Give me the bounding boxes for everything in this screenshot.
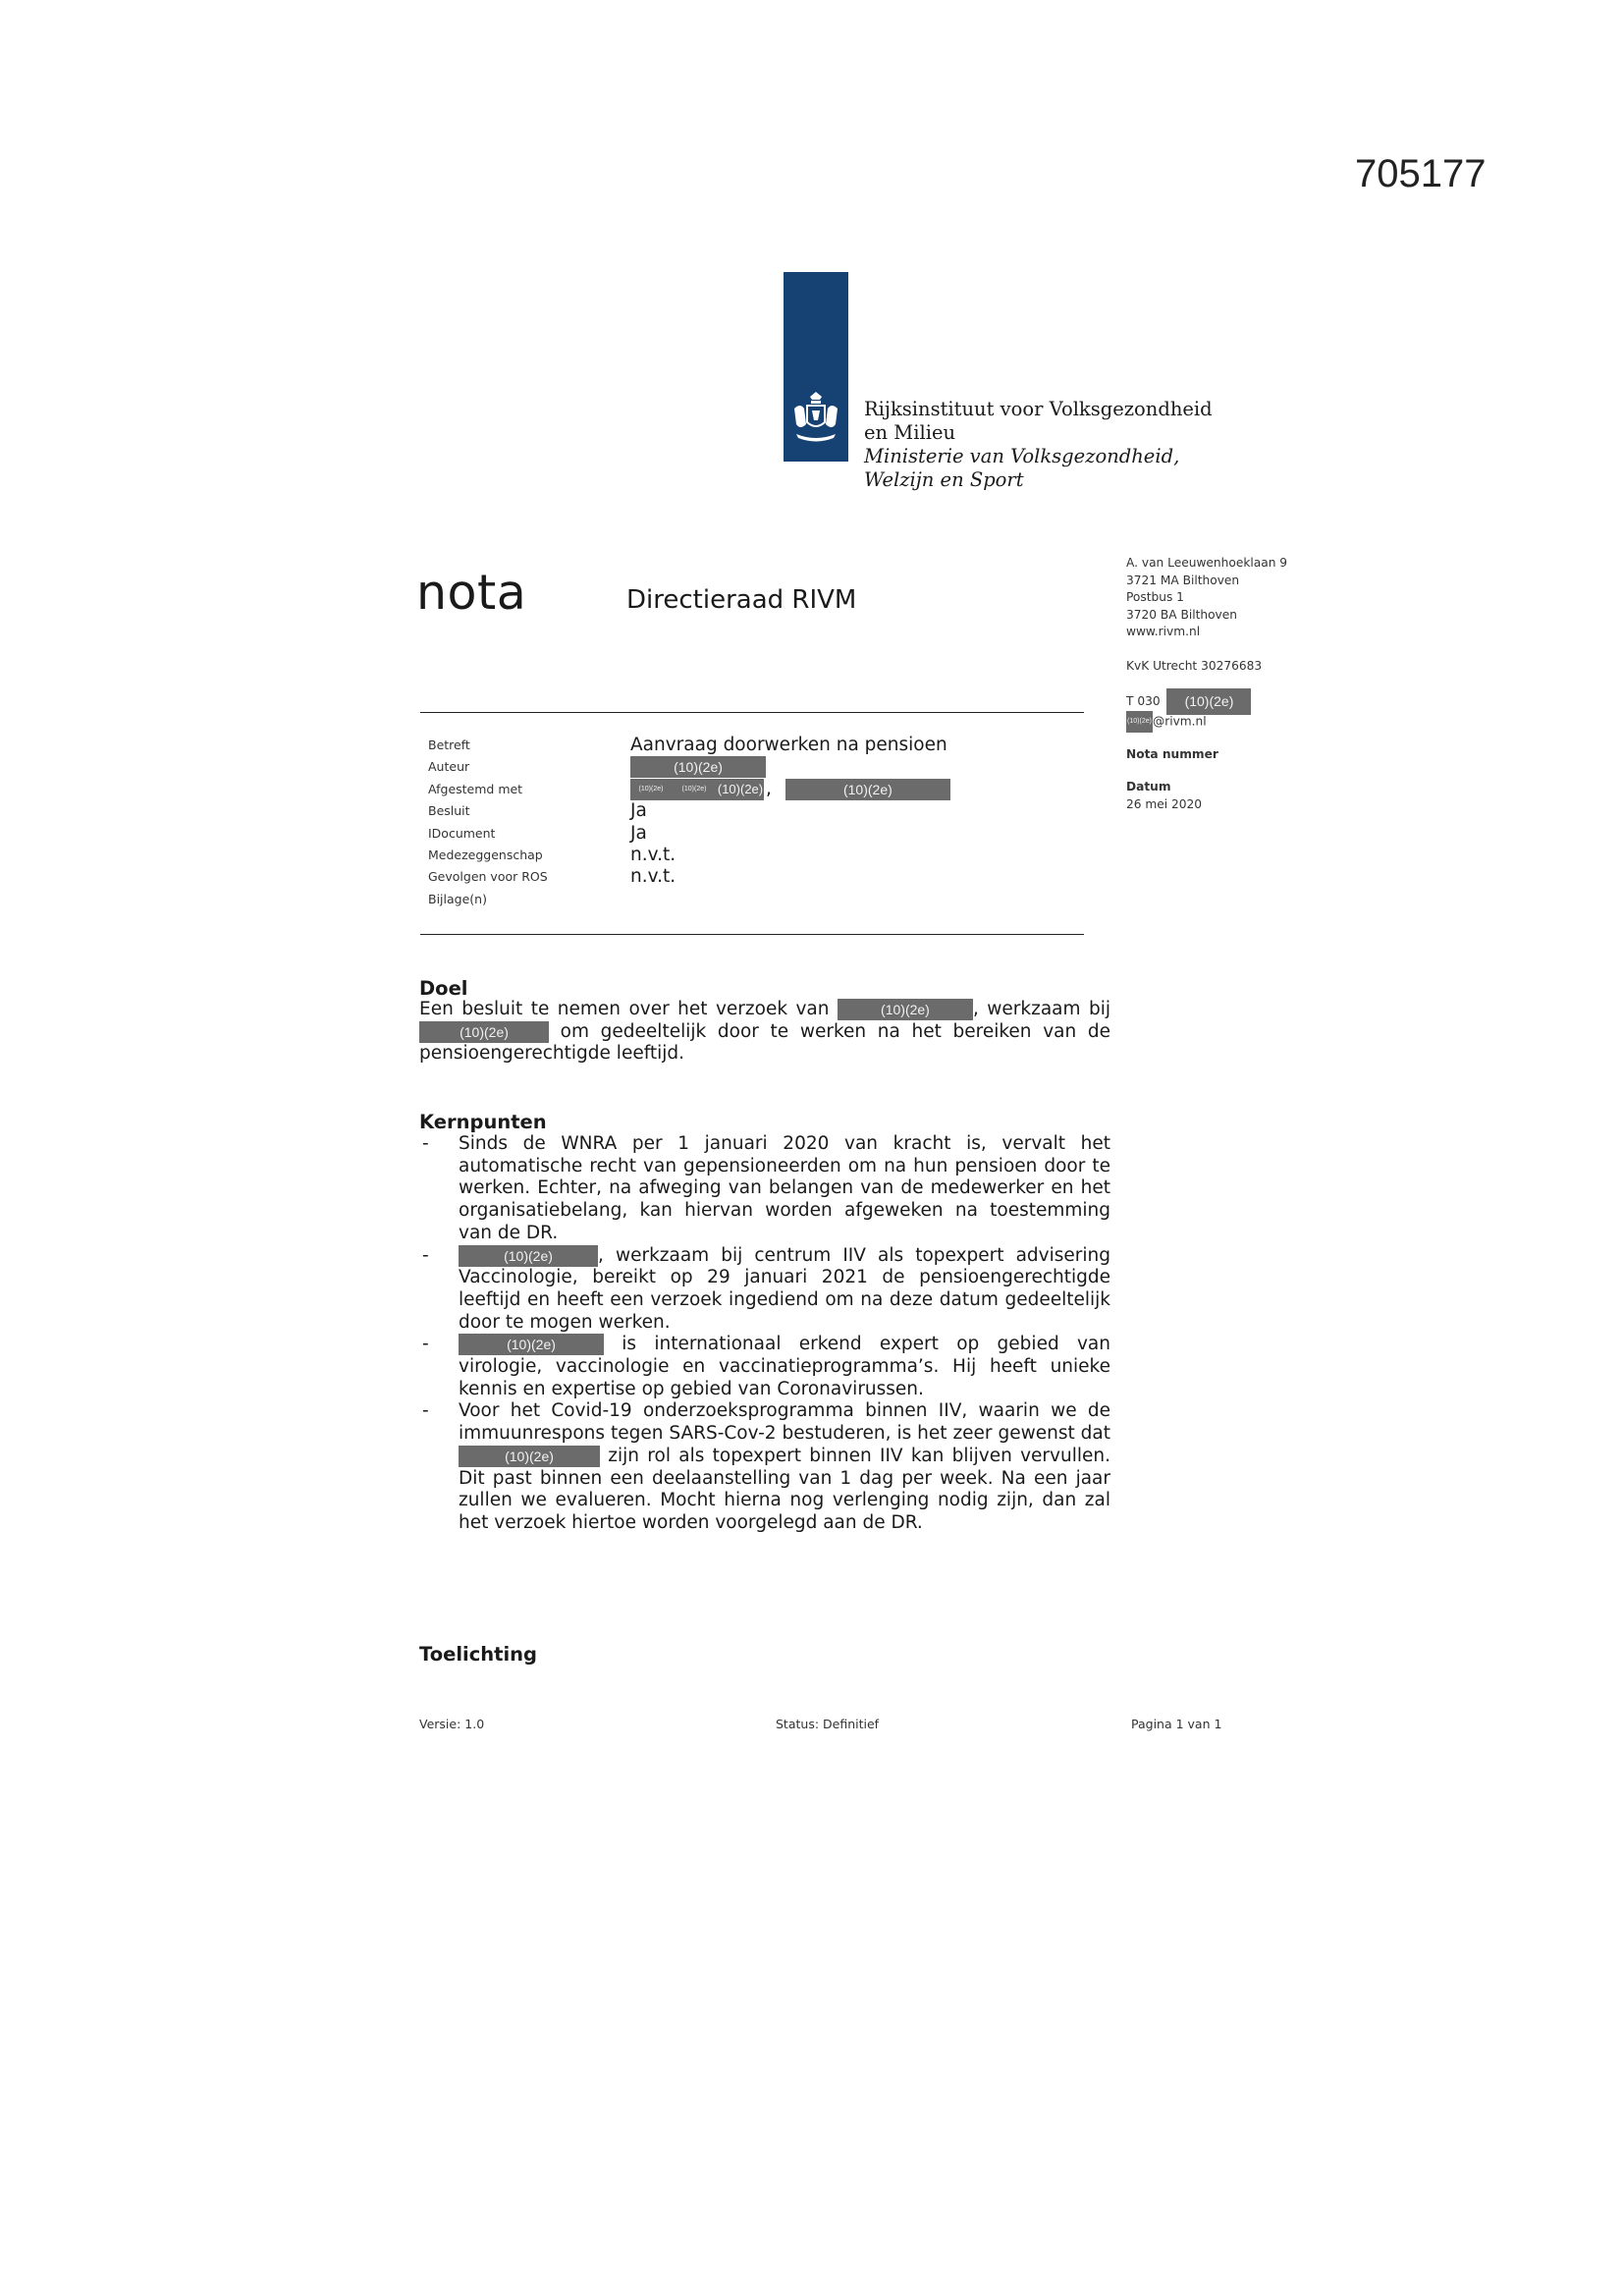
address-postbus: Postbus 1 [1126, 590, 1184, 605]
kernpunt-text-2: , werkzaam bij centrum IIV als topexpert advisering Vaccinologie, bereikt op 29 januari 2021 de pensioengerechtigde leeftijd en heeft een verzoek ingediend om na deze datum gedeeltelijk door te mogen werken. [459, 1244, 1110, 1333]
address-city: 3721 MA Bilthoven [1126, 573, 1240, 587]
list-dash: - [422, 1334, 429, 1355]
redaction-kernpunt-3: (10)(2e) [459, 1334, 604, 1355]
meta-labels [428, 735, 548, 910]
doel-text-3: om gedeeltelijk door te werken na het bereiken van de pensioengerechtigde leeftijd. [419, 1020, 1110, 1065]
meta-value-betreft: Aanvraag doorwerken na pensioen [630, 735, 947, 755]
meta-label-medezeggenschap: Medezeggenschap [428, 847, 543, 863]
meta-value-besluit: Ja [630, 800, 647, 822]
kernpunten-heading: Kernpunten [419, 1111, 547, 1133]
list-dash: - [422, 1244, 429, 1266]
list-item [419, 1133, 1110, 1245]
datum-label: Datum [1126, 780, 1171, 794]
sidebar-address-block [1126, 555, 1342, 813]
logo-line-4: Welzijn en Sport [864, 468, 1024, 491]
redaction-afgestemd-2: (10)(2e) [672, 779, 717, 800]
meta-value-idocument: Ja [630, 822, 647, 844]
doel-heading: Doel [419, 977, 468, 1000]
redaction-phone: (10)(2e) [1166, 688, 1251, 715]
logo-line-1: Rijksinstituut voor Volksgezondheid [864, 398, 1213, 420]
logo-line-3: Ministerie van Volksgezondheid, [864, 445, 1180, 467]
meta-label-auteur: Auteur [428, 759, 470, 775]
redaction-afgestemd-3: (10)(2e) [717, 779, 764, 800]
meta-label-afgestemd: Afgestemd met [428, 781, 523, 796]
meta-values [630, 735, 1102, 889]
list-dash: - [422, 1400, 429, 1422]
meta-label-besluit: Besluit [428, 803, 470, 819]
meta-value-ros: n.v.t. [630, 866, 676, 888]
list-item [419, 1400, 1110, 1534]
redaction-auteur: (10)(2e) [630, 756, 766, 778]
kernpunt-text-3: is internationaal erkend expert op gebied van virologie, vaccinologie en vaccinatieprogramma’s. Hij heeft unieke kennis en expertise op gebied van Coronavirussen. [459, 1334, 1110, 1399]
doc-type-title: nota [416, 565, 527, 621]
toelichting-heading: Toelichting [419, 1643, 537, 1666]
meta-label-ros: Gevolgen voor ROS [428, 869, 548, 885]
kvk-number: KvK Utrecht 30276683 [1126, 658, 1263, 673]
footer-status: Status: Definitief [776, 1717, 880, 1731]
redaction-kernpunt-2: (10)(2e) [459, 1245, 598, 1267]
meta-label-betreft: Betreft [428, 738, 470, 752]
redaction-email: (10)(2e) [1126, 711, 1153, 733]
doel-text-2: , werkzaam bij [972, 999, 1110, 1019]
redaction-doel-2: (10)(2e) [419, 1021, 549, 1043]
doel-text-1: Een besluit te nemen over het verzoek van [419, 999, 830, 1019]
addressee-title: Directieraad RIVM [626, 585, 857, 615]
divider-bottom [420, 934, 1084, 935]
meta-value-medezeggenschap: n.v.t. [630, 844, 676, 865]
redaction-doel-1: (10)(2e) [838, 999, 973, 1020]
logo-line-2: en Milieu [864, 421, 956, 444]
website-link[interactable]: www.rivm.nl [1126, 625, 1201, 639]
list-dash: - [422, 1133, 429, 1154]
footer-pagina: Pagina 1 van 1 [1131, 1717, 1222, 1731]
meta-label-idocument: IDocument [428, 825, 496, 841]
email-suffix: @rivm.nl [1153, 714, 1207, 729]
logo-text [864, 398, 1213, 492]
redaction-afgestemd-4: (10)(2e) [785, 779, 950, 800]
coat-of-arms-icon [790, 391, 841, 446]
meta-label-bijlage: Bijlage(n) [428, 891, 487, 906]
phone-prefix: T 030 [1126, 693, 1161, 708]
list-item [419, 1245, 1110, 1335]
doel-paragraph [419, 999, 1110, 1066]
datum-value: 26 mei 2020 [1126, 796, 1203, 811]
redaction-afgestemd-1: (10)(2e) [630, 779, 672, 800]
document-number: 705177 [1355, 152, 1487, 195]
address-street: A. van Leeuwenhoeklaan 9 [1126, 556, 1288, 570]
kernpunt-text-4a: Voor het Covid-19 onderzoeksprogramma binnen IIV, waarin we de immuunrespons tegen SARS-Cov-2 bestuderen, is het zeer gewenst dat [459, 1400, 1110, 1445]
divider-top [420, 712, 1084, 713]
afgestemd-separator: , [766, 778, 772, 799]
nota-nummer-label: Nota nummer [1126, 746, 1218, 761]
list-item [419, 1334, 1110, 1400]
kernpunt-text-4b: zijn rol als topexpert binnen IIV kan blijven vervullen. Dit past binnen een deelaanstelling van 1 dag per week. Na een jaar zullen we evalueren. Mocht hierna nog verlenging nodig zijn, dan zal het verzoek hiertoe worden voorgelegd aan de DR. [459, 1445, 1110, 1533]
kernpunten-list [419, 1133, 1110, 1535]
kernpunt-text-1: Sinds de WNRA per 1 januari 2020 van kracht is, vervalt het automatische recht van gepensioneerden om na hun pensioen door te werken. Echter, na afweging van belangen van de medewerker en het organisatiebelang, kan hiervan worden afgeweken na toestemming van de DR. [459, 1133, 1110, 1243]
footer-versie: Versie: 1.0 [419, 1717, 485, 1731]
address-postcode: 3720 BA Bilthoven [1126, 607, 1237, 622]
redaction-kernpunt-4: (10)(2e) [459, 1446, 600, 1467]
